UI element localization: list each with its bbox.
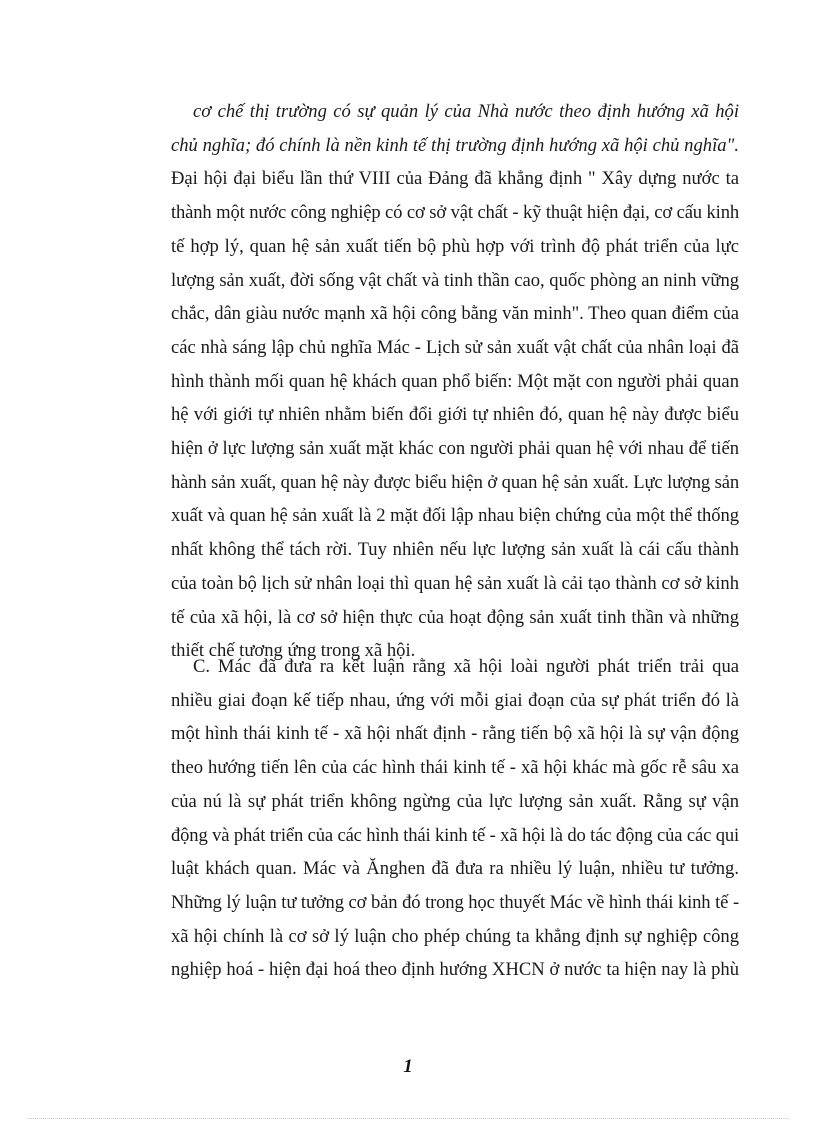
text-line: theo hướng tiến lên của các hình thái kinh tế - xã hội khác mà gốc rễ sâu xa	[171, 757, 739, 779]
text-line: tế của xã hội, là cơ sở hiện thực của hoạt động sản xuất tinh thần và những	[171, 606, 739, 628]
text-line: chủ nghĩa; đó chính là nền kinh tế thị trường định hướng xã hội chủ nghĩa".	[171, 134, 739, 156]
text-line: hiện ở lực lượng sản xuất mặt khác con người phải quan hệ với nhau để tiến	[171, 438, 739, 460]
text-line: nhiều giai đoạn kế tiếp nhau, ứng với mỗi giai đoạn của sự phát triển đó là	[171, 689, 739, 711]
text-line: hệ với giới tự nhiên nhằm biến đổi giới tự nhiên đó, quan hệ này được biểu	[171, 404, 739, 426]
paragraph-1	[171, 95, 739, 668]
page-number: 1	[403, 1056, 413, 1077]
text-line: Đại hội đại biểu lần thứ VIII của Đảng đã khẳng định " Xây dựng nước ta	[171, 168, 739, 190]
text-line: tế hợp lý, quan hệ sản xuất tiến bộ phù hợp với trình độ phát triển của lực	[171, 235, 739, 257]
text-line: hình thành mối quan hệ khách quan phổ biến: Một mặt con người phải quan	[171, 370, 739, 392]
text-line: xã hội chính là cơ sở lý luận cho phép chúng ta khẳng định sự nghiệp công	[171, 925, 739, 947]
text-line: lượng sản xuất, đời sống vật chất và tinh thần cao, quốc phòng an ninh vững	[171, 269, 740, 291]
text-line: động và phát triển của các hình thái kinh tế - xã hội là do tác động của các qui	[171, 824, 739, 846]
text-line: cơ chế thị trường có sự quản lý của Nhà nước theo định hướng xã hội	[193, 101, 739, 122]
text-line: C. Mác đã đưa ra kết luận rằng xã hội loài người phát triển trải qua	[193, 656, 739, 677]
text-line: các nhà sáng lập chủ nghĩa Mác - Lịch sử sản xuất vật chất của nhân loại đã	[171, 336, 739, 358]
text-line: nhất không thể tách rời. Tuy nhiên nếu lực lượng sản xuất là cái cấu thành	[171, 539, 739, 561]
text-line: của toàn bộ lịch sử nhân loại thì quan hệ sản xuất là cải tạo thành cơ sở kinh	[171, 572, 739, 594]
text-line: thiết chế tương ứng trong xã hội.	[171, 640, 416, 662]
text-line: xuất và quan hệ sản xuất là 2 mặt đối lập nhau biện chứng của một thể thống	[171, 505, 739, 527]
text-line: luật khách quan. Mác và Ănghen đã đưa ra nhiều lý luận, nhiều tư tưởng.	[171, 858, 739, 880]
text-line: một hình thái kinh tế - xã hội nhất định - rằng tiến bộ xã hội là sự vận động	[171, 723, 739, 745]
text-line: chắc, dân giàu nước mạnh xã hội công bằng văn minh". Theo quan điểm của	[171, 303, 739, 325]
text-line: Những lý luận tư tưởng cơ bản đó trong học thuyết Mác về hình thái kinh tế -	[171, 891, 739, 913]
footer-divider	[28, 1118, 788, 1119]
text-line: thành một nước công nghiệp có cơ sở vật chất - kỹ thuật hiện đại, cơ cấu kinh	[171, 202, 739, 224]
text-line: nghiệp hoá - hiện đại hoá theo định hướng XHCN ở nước ta hiện nay là phù	[171, 959, 739, 981]
text-line: của nú là sự phát triển không ngừng của lực lượng sản xuất. Rằng sự vận	[171, 790, 739, 812]
text-line: hành sản xuất, quan hệ này được biểu hiện ở quan hệ sản xuất. Lực lượng sản	[171, 471, 739, 493]
paragraph-2	[171, 650, 739, 987]
